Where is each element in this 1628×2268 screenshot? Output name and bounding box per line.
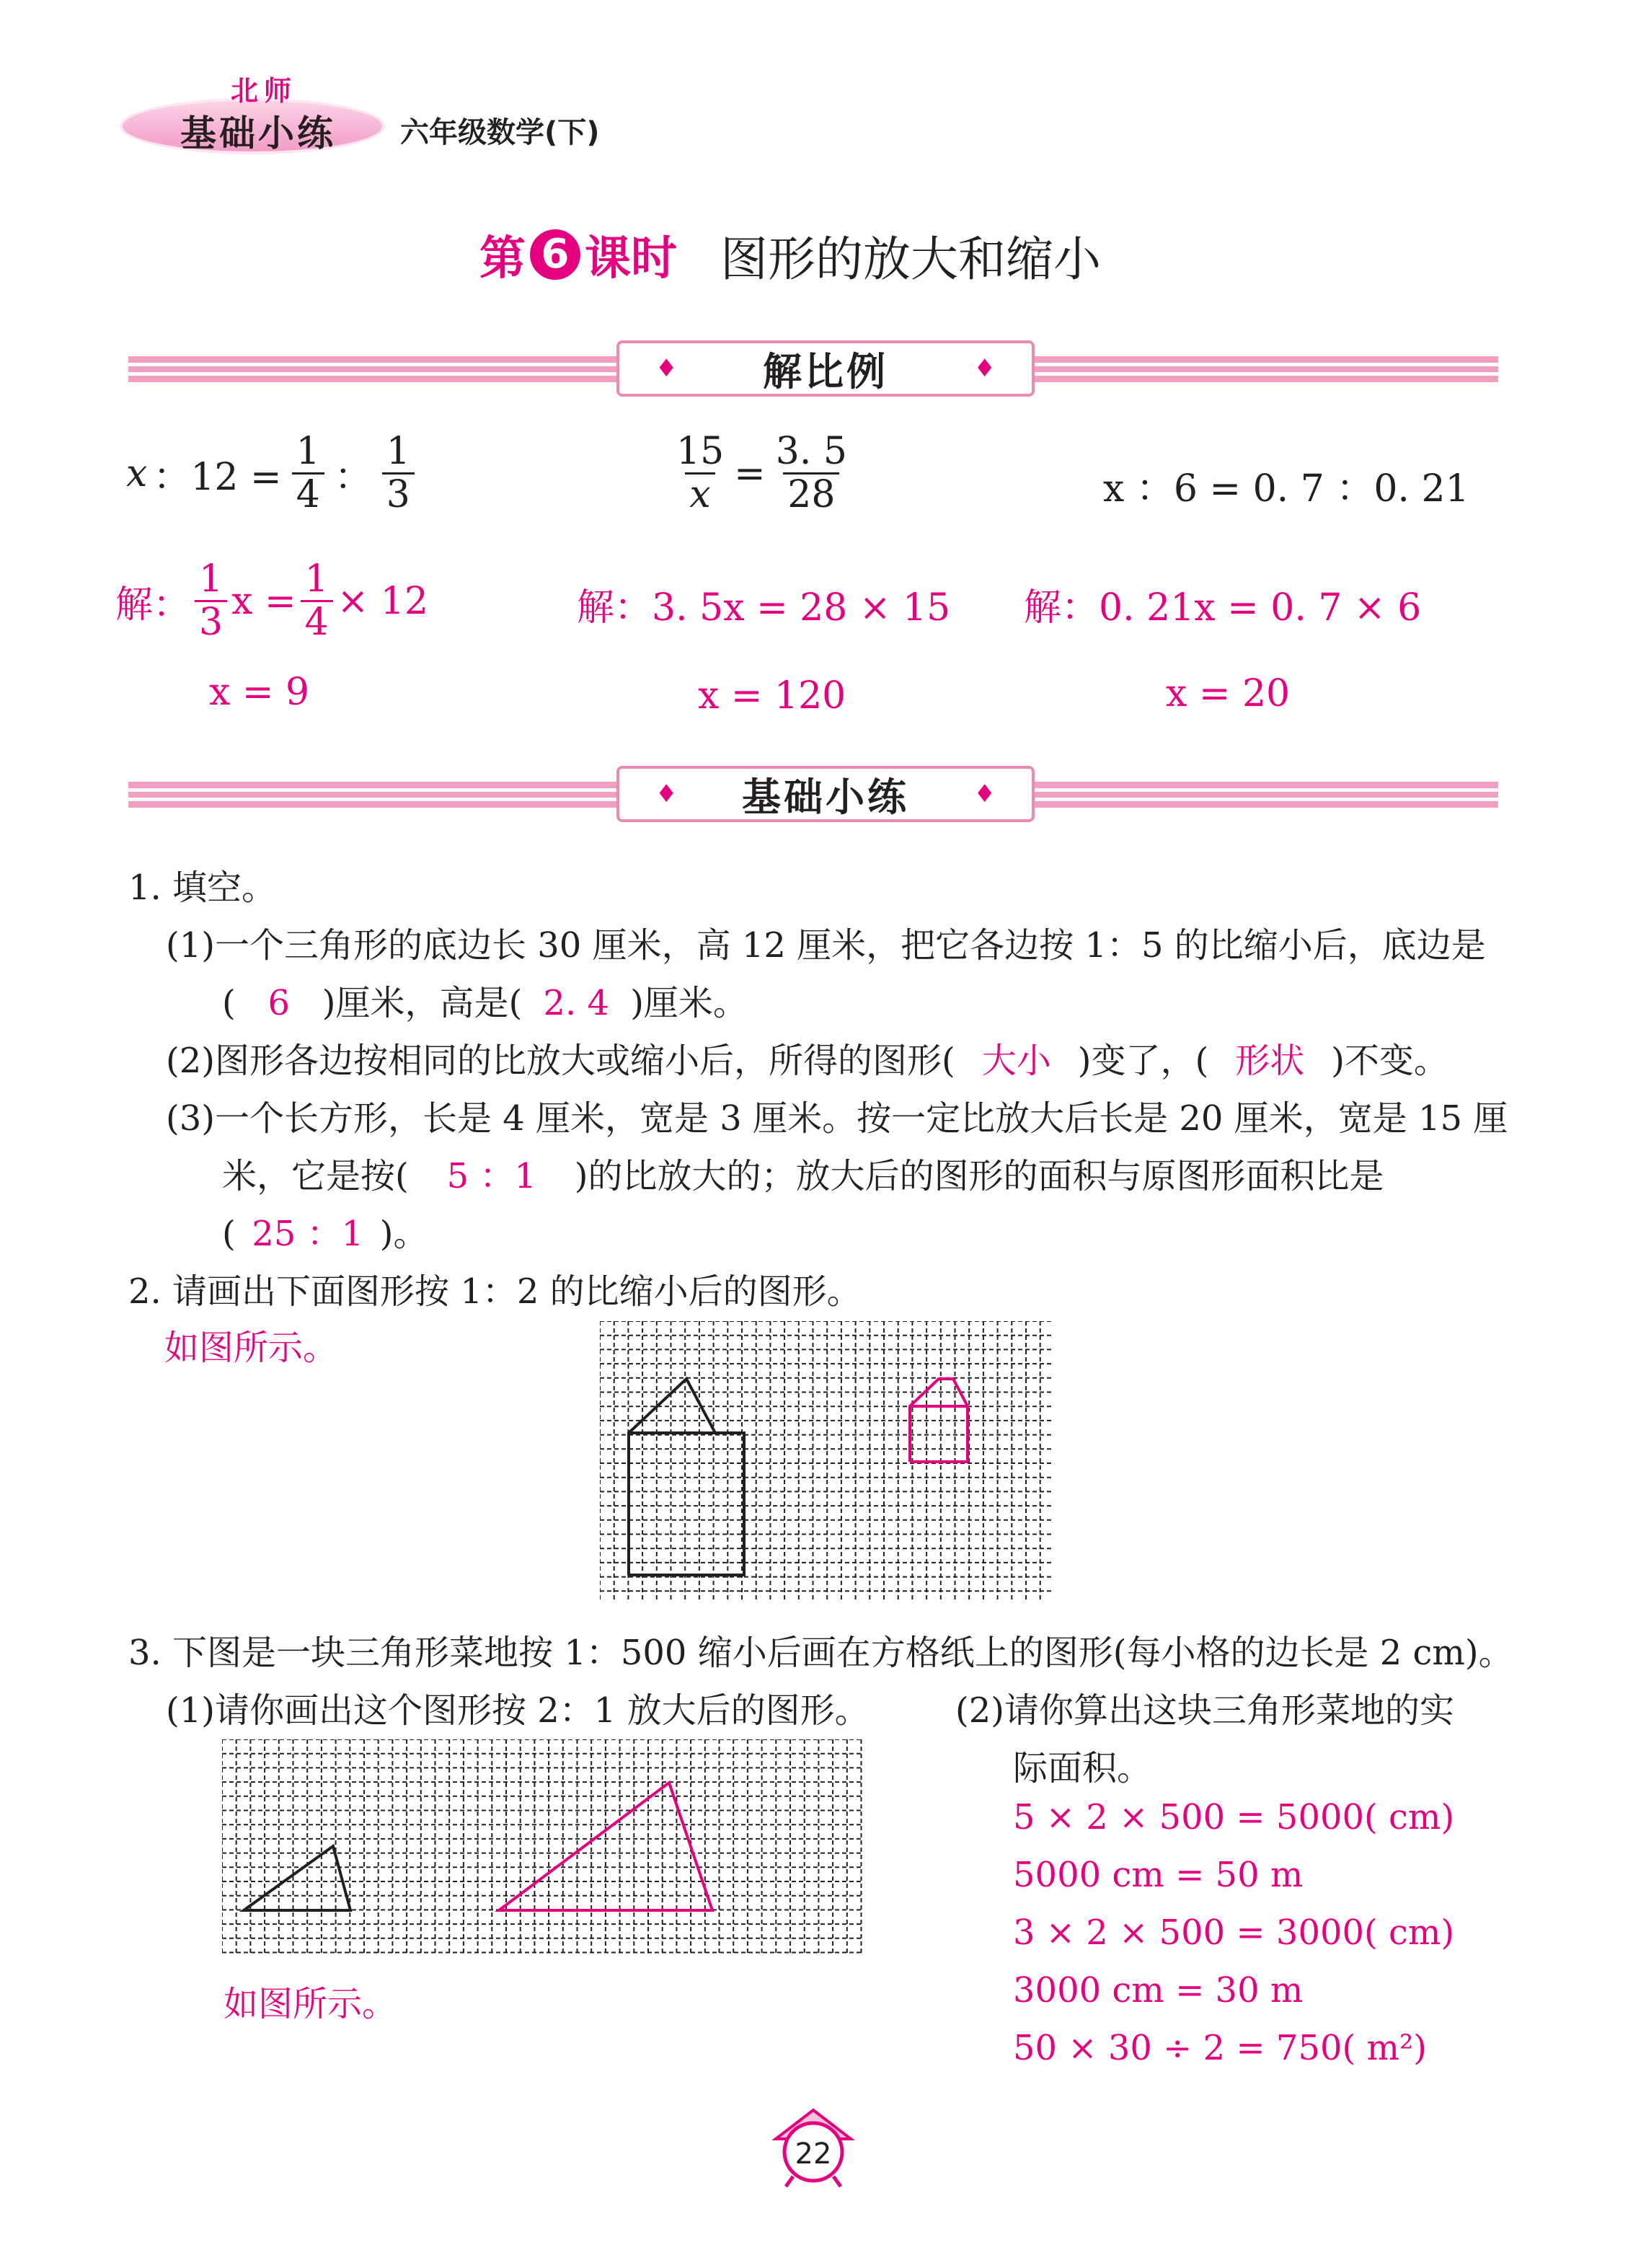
banner-box: [616, 766, 1035, 822]
banner-box: [616, 340, 1035, 397]
q3-part1: (1)请你画出这个图形按 2：1 放大后的图形。: [166, 1690, 870, 1731]
answer-blank: 6: [267, 983, 290, 1023]
grid-lines: [600, 1321, 1054, 1602]
denominator: 3: [382, 472, 415, 516]
solution-prefix: 解：: [115, 583, 191, 627]
calc-line-2: 5000 cm = 50 m: [1013, 1855, 1304, 1895]
diamond-icon: ♦: [655, 780, 678, 808]
paren: (: [222, 983, 236, 1023]
q1-part3-line2: [222, 1148, 1384, 1198]
solution-2-result: x = 120: [698, 674, 846, 718]
answer-blank: 25 ：1: [252, 1214, 364, 1254]
text: (2)图形各边按相同的比放大或缩小后，所得的图形(: [166, 1041, 955, 1081]
answer-blank: 形状: [1235, 1041, 1305, 1081]
q1-part1-line1: (1)一个三角形的底边长 30 厘米，高 12 厘米，把它各边按 1：5 的比缩小后，底边是: [166, 925, 1486, 966]
fraction: [676, 431, 724, 516]
solution-3: 解：0. 21x = 0. 7 × 6: [1024, 586, 1422, 630]
lesson-suffix: 课时: [585, 232, 677, 286]
answer-blank: 大小: [981, 1041, 1051, 1081]
numerator: 3. 5: [775, 430, 847, 473]
section-label: 解比例: [763, 348, 888, 394]
ratio-text: ：12 =: [153, 456, 282, 500]
solution-1-result: x = 9: [209, 671, 310, 714]
calc-line-1: 5 × 2 × 500 = 5000( cm): [1013, 1797, 1455, 1837]
paren: (: [222, 1214, 236, 1254]
denominator: 4: [301, 600, 333, 643]
grid-lines: [222, 1739, 862, 1956]
denominator: 4: [292, 472, 324, 516]
series-logo: [123, 69, 389, 162]
page-number-badge: [770, 2104, 857, 2191]
denominator: x: [685, 472, 715, 516]
original-triangle: [244, 1846, 350, 1910]
lesson-label: [479, 221, 677, 288]
section-label: 基础小练: [742, 774, 909, 820]
calc-line-5: 50 × 30 ÷ 2 = 750( m²): [1013, 2028, 1427, 2068]
text: )不变。: [1331, 1041, 1448, 1081]
q1-part3-line3: [222, 1206, 428, 1256]
page-number: 22: [795, 2137, 832, 2171]
variable: x: [126, 451, 148, 495]
section-banner-proportion: [128, 340, 1498, 398]
text: )厘米。: [630, 983, 748, 1023]
text: )变了，(: [1077, 1041, 1209, 1081]
solution-1: [115, 559, 428, 643]
solution-3-result: x = 20: [1166, 672, 1291, 715]
denominator: 3: [195, 600, 227, 643]
answer-blank: 5 ：1: [446, 1156, 536, 1196]
numerator: 1: [199, 557, 224, 601]
fraction: [776, 431, 847, 516]
logo-top-text: 北师: [231, 75, 298, 107]
q1-part3-line1: (3)一个长方形，长是 4 厘米，宽是 3 厘米。按一定比放大后长是 20 厘米，宽是 15 厘: [166, 1098, 1508, 1139]
question-2-stem: 2. 请画出下面图形按 1：2 的比缩小后的图形。: [128, 1271, 862, 1312]
solution-tail: × 12: [337, 579, 428, 623]
q3-answer-note: 如图所示。: [224, 1984, 397, 2024]
colon: ：: [334, 456, 372, 500]
text: )厘米，高是(: [322, 983, 523, 1023]
solution-2: 解：3. 5x = 28 × 15: [577, 586, 951, 630]
numerator: 1: [304, 557, 329, 601]
q1-part1-line2: [222, 975, 748, 1025]
numerator: 15: [676, 430, 725, 473]
equation: x ：6 = 0. 7 ：0. 21: [1103, 467, 1469, 511]
text: )。: [379, 1214, 428, 1254]
calc-line-4: 3000 cm = 30 m: [1013, 1970, 1304, 2011]
diamond-icon: ♦: [655, 354, 678, 383]
question-3-stem: 3. 下图是一块三角形菜地按 1：500 缩小后画在方格纸上的图形(每小格的边长是 2 cm)。: [128, 1633, 1513, 1673]
fraction: [382, 431, 415, 516]
equals: =: [734, 451, 766, 495]
q3-part2-line1: (2)请你算出这块三角形菜地的实: [955, 1690, 1454, 1731]
numerator: 1: [296, 430, 320, 473]
question-1-stem: 1. 填空。: [128, 868, 277, 908]
problem-1: [126, 431, 419, 516]
lesson-prefix: 第: [479, 232, 526, 286]
q3-part2-line2: 际面积。: [1013, 1748, 1152, 1788]
q2-grid-figure: [600, 1321, 1054, 1602]
lesson-number-badge: 6: [530, 229, 580, 280]
q1-part2: [166, 1033, 1448, 1082]
q2-answer-note: 如图所示。: [164, 1328, 338, 1368]
problem-2: [672, 431, 851, 516]
logo-main-text: 基础小练: [180, 112, 336, 154]
q3-grid-figure: [222, 1739, 862, 1956]
lesson-topic: 图形的放大和缩小: [720, 231, 1101, 287]
numerator: 1: [386, 430, 410, 473]
text: 米，它是按(: [222, 1156, 409, 1196]
diamond-icon: ♦: [973, 354, 996, 383]
lesson-title: [479, 222, 1101, 287]
answer-blank: 2. 4: [543, 983, 609, 1023]
fraction: [301, 559, 333, 643]
solution-middle: x =: [231, 579, 296, 623]
diamond-icon: ♦: [973, 780, 996, 808]
grade-label: 六年级数学(下): [400, 116, 600, 149]
text: )的比放大的；放大后的图形的面积与原图形面积比是: [574, 1156, 1384, 1196]
calc-line-3: 3 × 2 × 500 = 3000( cm): [1013, 1912, 1455, 1953]
problem-3: [1103, 458, 1469, 512]
denominator: 28: [783, 472, 839, 516]
fraction: [292, 431, 324, 516]
fraction: [195, 559, 227, 643]
section-banner-practice: [128, 766, 1498, 824]
